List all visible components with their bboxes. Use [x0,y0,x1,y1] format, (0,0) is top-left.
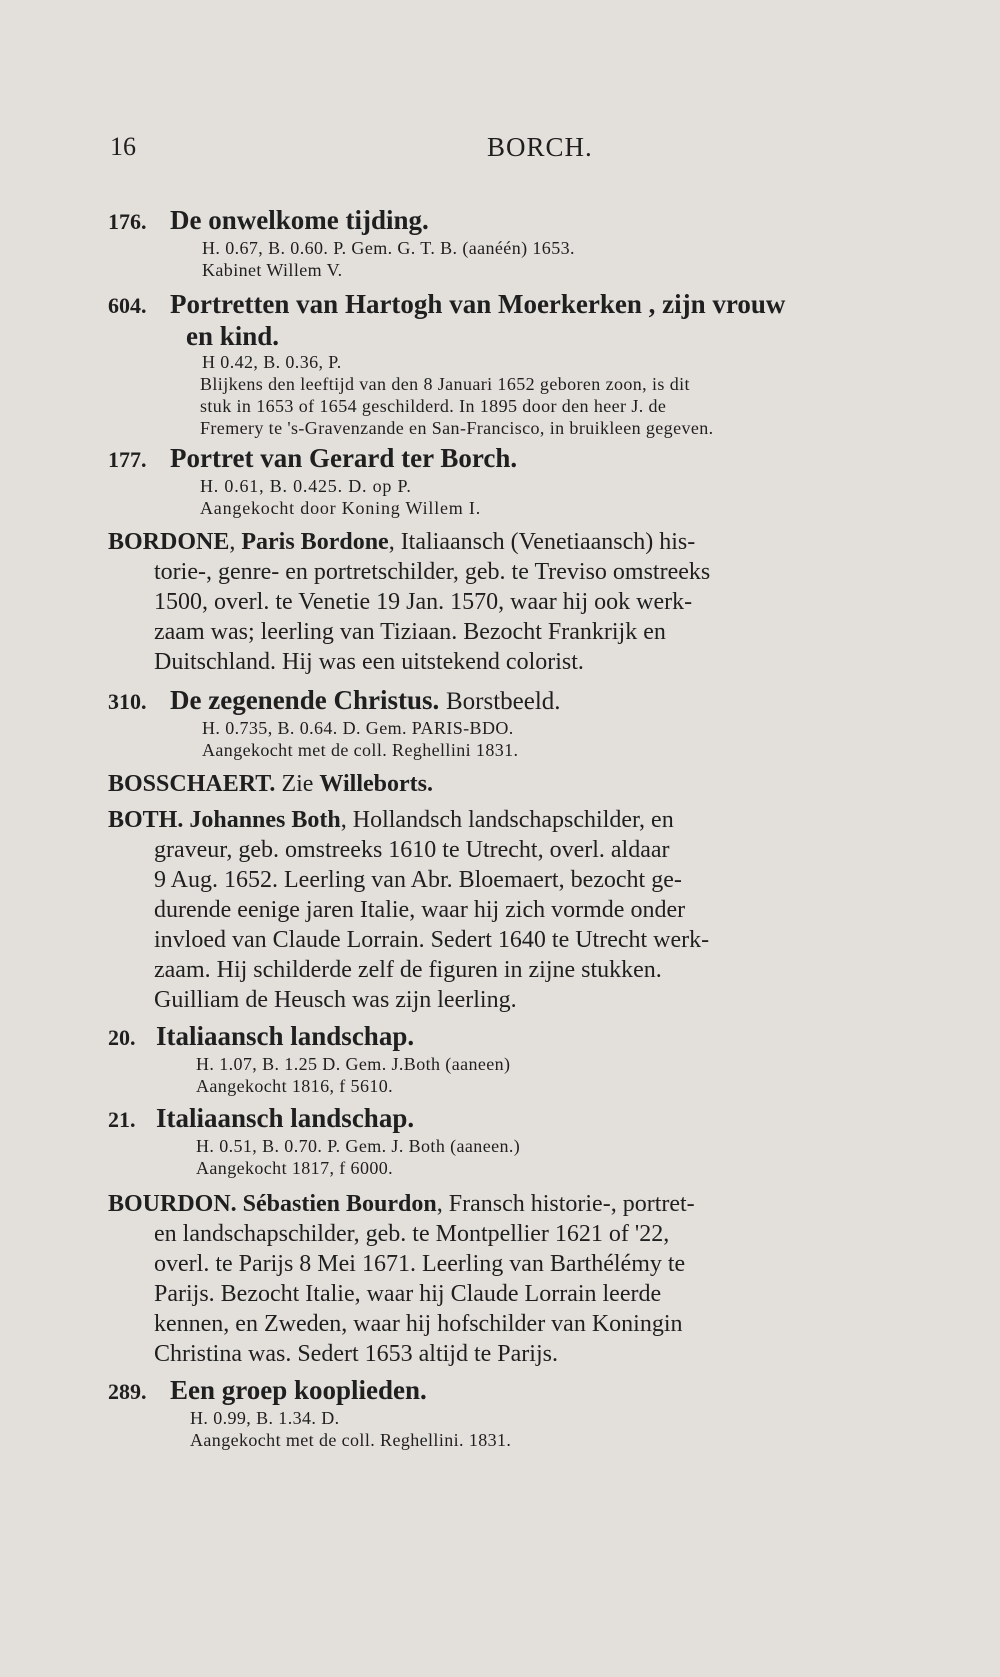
entry-title-text: De onwelkome tijding. [170,205,429,235]
catalogue-entry-176 [108,205,918,281]
entry-number: 604. [108,293,147,318]
running-head: BORCH. [487,132,593,162]
artist-surname: BOSSCHAERT. [108,771,276,797]
entry-title [108,1375,918,1407]
entry-number: 310. [108,689,147,714]
entry-provenance: Aangekocht door Koning Willem I. [200,498,481,518]
entry-dimensions: H. 0.51, B. 0.70. P. Gem. J. Both (aaneen.) [196,1136,521,1156]
catalogue-entry-289 [108,1375,918,1451]
catalogue-entry-21 [108,1103,918,1179]
artist-bio-line: BOURDON. Sébastien Bourdon, Fransch historie-, portret- [108,1191,695,1217]
artist-bio-line: Guilliam de Heusch was zijn leerling. [154,987,517,1013]
entry-provenance: Aangekocht 1816, f 5610. [196,1076,394,1096]
artist-bio-line: graveur, geb. omstreeks 1610 te Utrecht, overl. aldaar [154,837,670,863]
entry-title-text: Italiaansch landschap. [156,1103,415,1133]
artist-bio-line: 9 Aug. 1652. Leerling van Abr. Bloemaert, bezocht ge- [154,867,682,893]
artist-surname: BOURDON. [108,1191,237,1217]
artist-bio-line: Parijs. Bezocht Italie, waar hij Claude Lorrain leerde [154,1281,662,1307]
artist-bio-line: invloed van Claude Lorrain. Sedert 1640 te Utrecht werk- [154,927,710,953]
entry-number: 21. [108,1107,136,1132]
artist-bio-line: durende eenige jaren Italie, waar hij zich vormde onder [154,897,686,923]
entry-note-line: Blijkens den leeftijd van den 8 Januari 1652 geboren zoon, is dit [200,374,690,394]
entry-note-line: Fremery te 's-Gravenzande en San-Francisco, in bruikleen gegeven. [200,418,714,438]
entry-provenance: Aangekocht met de coll. Reghellini. 1831. [190,1430,512,1450]
entry-title [108,205,918,237]
entry-dimensions: H. 1.07, B. 1.25 D. Gem. J.Both (aaneen) [196,1054,511,1074]
entry-number: 20. [108,1025,136,1050]
artist-name: Paris Bordone [241,529,389,555]
entry-number: 176. [108,209,147,234]
entry-number: 177. [108,447,147,472]
page-header [110,132,910,172]
entry-dimensions: H 0.42, B. 0.36, P. [202,352,342,372]
artist-bio-line: kennen, en Zweden, waar hij hofschilder van Koningin [154,1311,683,1337]
catalogue-entry-20 [108,1021,918,1097]
entry-note-line: stuk in 1653 of 1654 geschilderd. In 1895 door den heer J. de [200,396,667,416]
entry-title [108,289,918,321]
artist-surname: BORDONE [108,529,230,555]
entry-dimensions: H. 0.735, B. 0.64. D. Gem. PARIS-BDO. [202,718,514,738]
artist-bio-line: overl. te Parijs 8 Mei 1671. Leerling van Barthélémy te [154,1251,686,1277]
artist-bio-line: zaam was; leerling van Tiziaan. Bezocht Frankrijk en [154,619,666,645]
artist-surname: BOTH. [108,807,184,833]
entry-number: 289. [108,1379,147,1404]
entry-dimensions: H. 0.67, B. 0.60. P. Gem. G. T. B. (aanéén) 1653. [202,238,575,258]
entry-provenance: Aangekocht met de coll. Reghellini 1831. [202,740,519,760]
entry-provenance: Aangekocht 1817, f 6000. [196,1158,394,1178]
catalogue-entry-310 [108,685,918,761]
entry-title-extra: Borstbeeld. [445,688,561,715]
artist-bio-line: en landschapschilder, geb. te Montpellier 1621 of '22, [154,1221,670,1247]
entry-title-text: Italiaansch landschap. [156,1021,415,1051]
entry-dimensions: H. 0.99, B. 1.34. D. [190,1408,340,1428]
entry-provenance: Kabinet Willem V. [202,260,343,280]
artist-bio-line: BORDONE, Paris Bordone, Italiaansch (Venetiaansch) his- [108,529,696,555]
artist-bio-line: Duitschland. Hij was een uitstekend colorist. [154,649,584,675]
artist-bio-line: torie-, genre- en portretschilder, geb. te Treviso omstreeks [154,559,711,585]
artist-bosschaert [108,769,918,799]
catalogue-entry-177 [108,443,918,519]
artist-bio-line: Christina was. Sedert 1653 altijd te Parijs. [154,1341,558,1367]
entry-title [108,1103,918,1135]
artist-bio-line: BOTH. Johannes Both, Hollandsch landschapschilder, en [108,807,674,833]
artist-bourdon [108,1189,918,1369]
entry-title [108,443,918,475]
entry-title-text: Portret van Gerard ter Borch. [170,443,518,473]
catalogue-entry-604 [108,289,918,439]
artist-bio-line: zaam. Hij schilderde zelf de figuren in zijne stukken. [154,957,662,983]
artist-both [108,805,918,1015]
artist-bio-line: 1500, overl. te Venetie 19 Jan. 1570, waar hij ook werk- [154,589,693,615]
cross-reference: Willeborts. [319,771,433,797]
entry-title-text: De zegenende Christus. [170,685,440,715]
entry-title-text: Portretten van Hartogh van Moerkerken , zijn vrouw [170,289,786,319]
entry-title [108,1021,918,1053]
artist-name: Sébastien Bourdon [242,1191,437,1217]
entry-title [108,685,918,717]
catalogue-content [108,205,918,1451]
artist-bio-line: BOSSCHAERT. Zie Willeborts. [108,771,433,797]
entry-title-continued: en kind. [186,321,280,351]
artist-bordone [108,527,918,677]
entry-dimensions: H. 0.61, B. 0.425. D. op P. [200,476,412,496]
entry-title-text: Een groep kooplieden. [170,1375,427,1405]
artist-name: Johannes Both [189,807,341,833]
page-number: 16 [110,132,136,161]
